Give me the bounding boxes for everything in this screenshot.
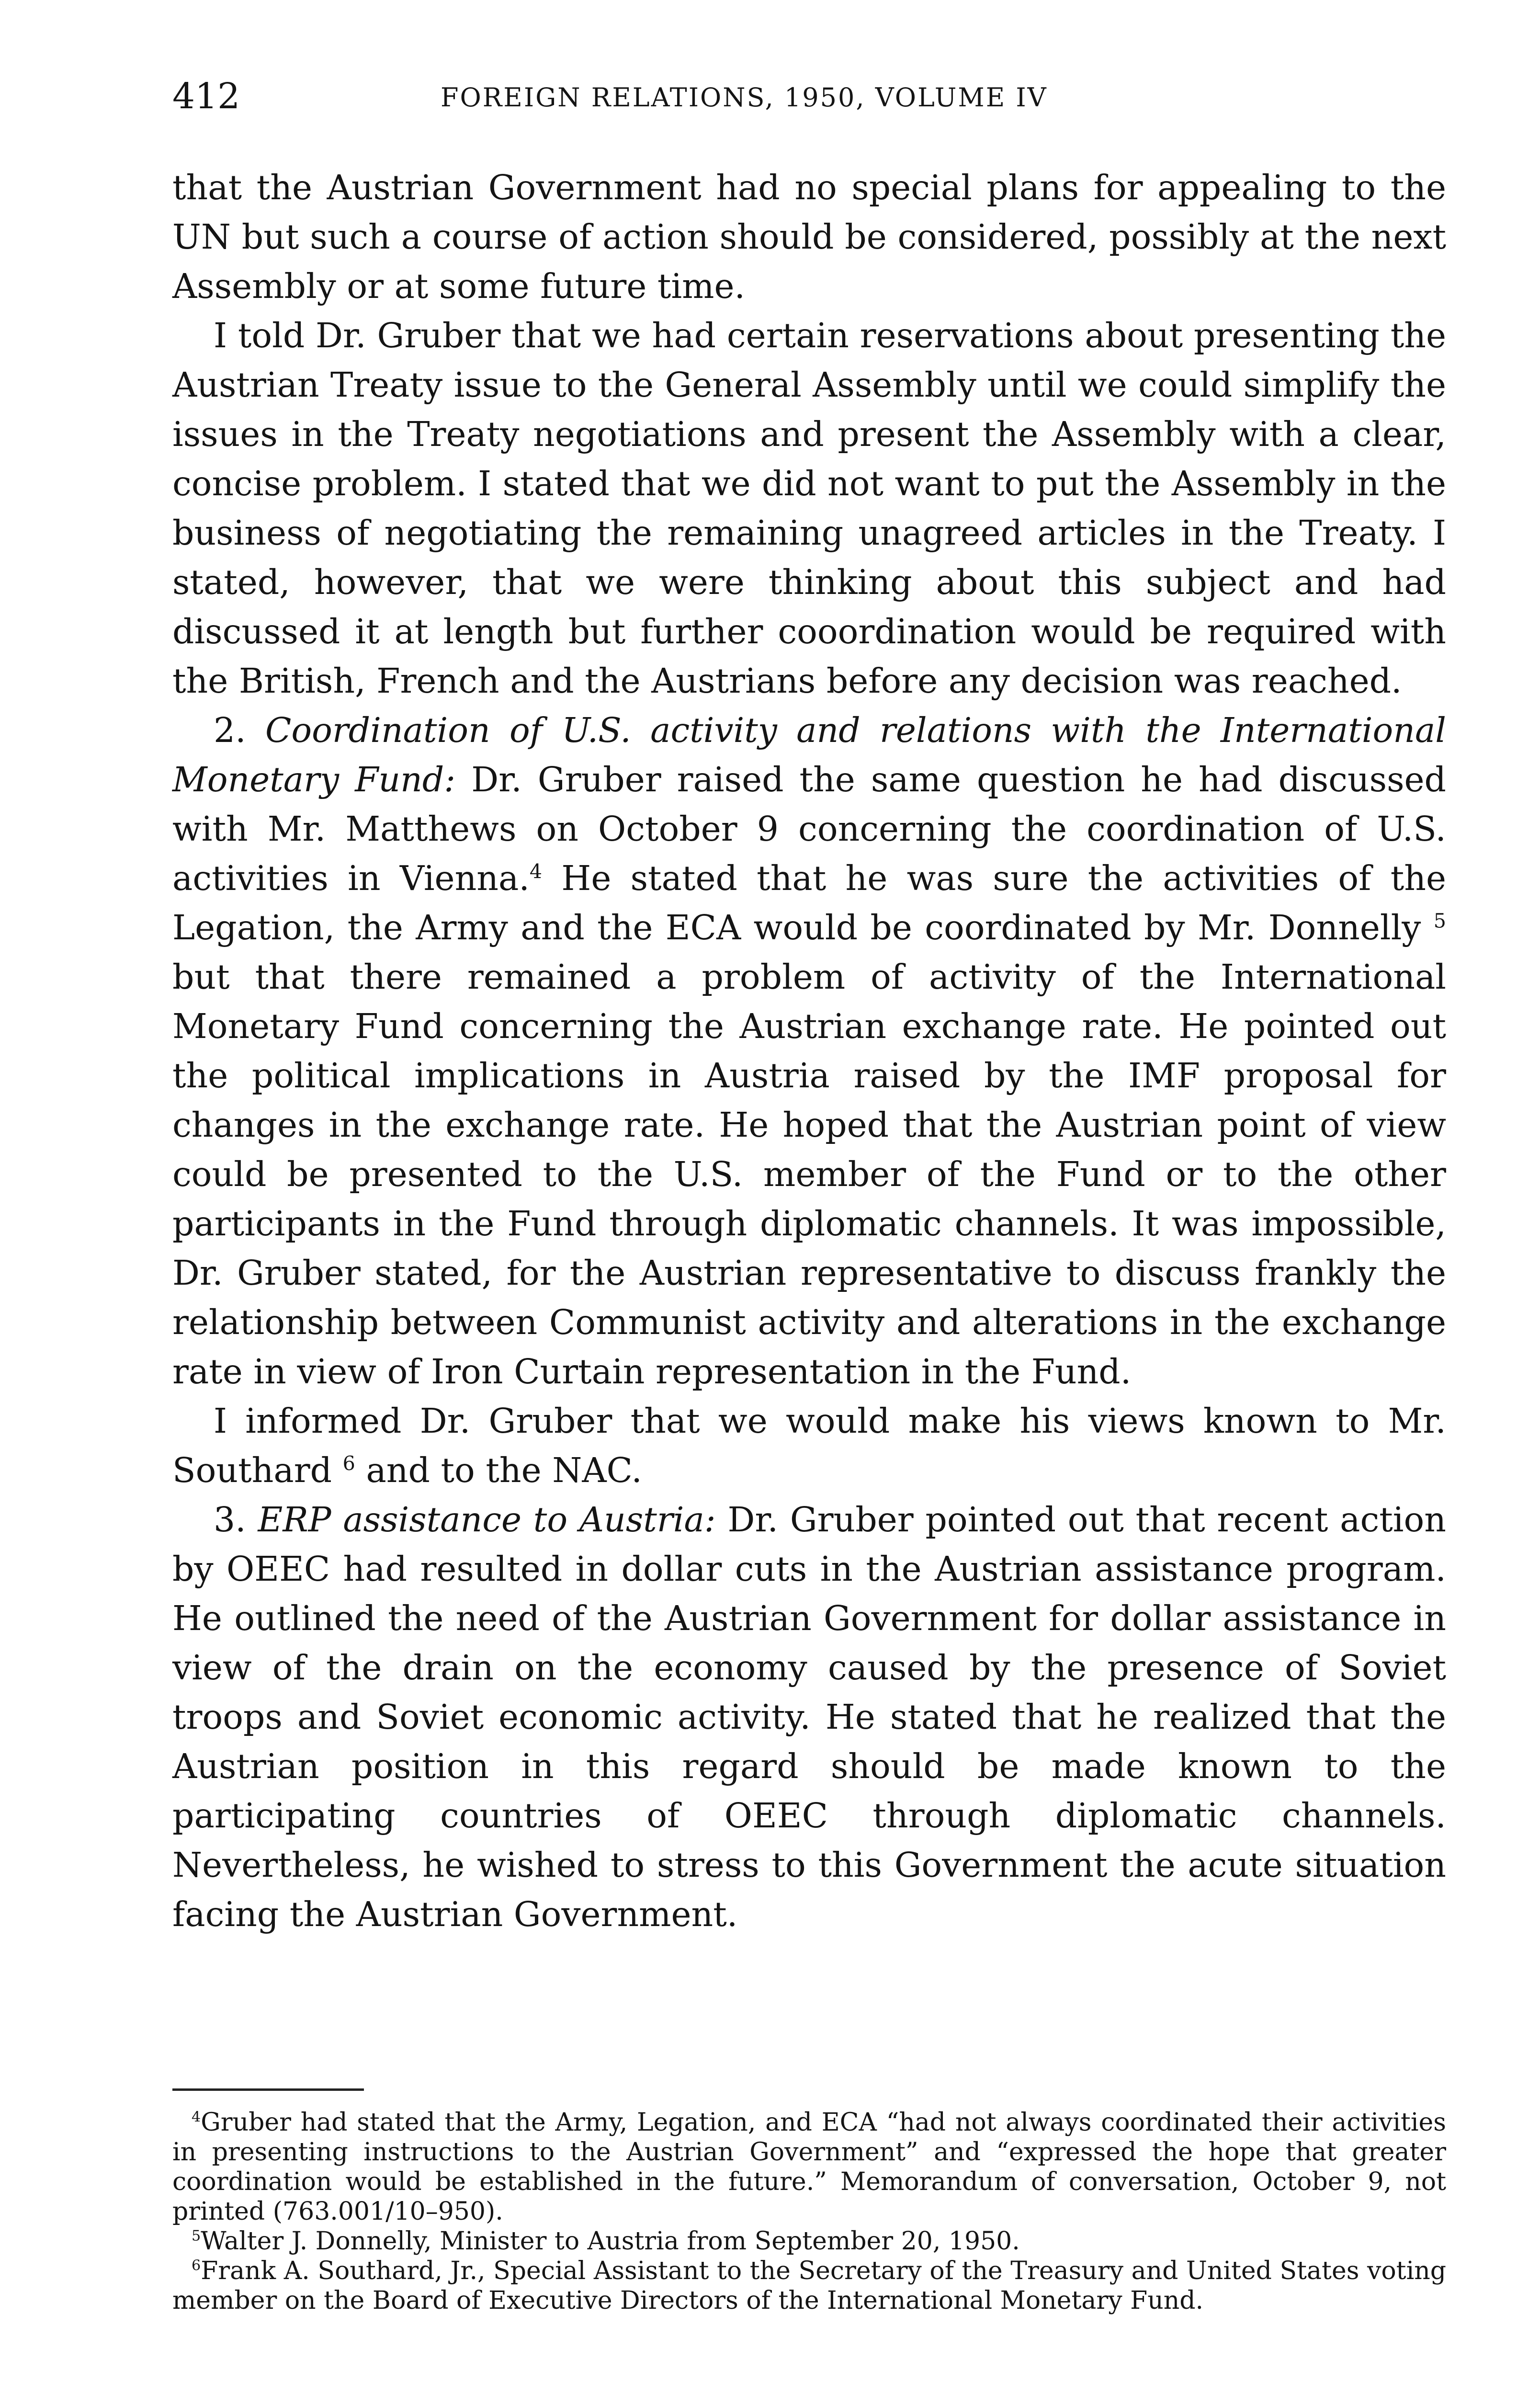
section-heading: Coordination of U.S. activity and relations with the International Monetary Fund:: [172, 710, 1446, 799]
paragraph-2: I told Dr. Gruber that we had certain reservations about presenting the Austrian Treaty issue to the General Assembly until we could simplify the issues in the Treaty negotiations and present the Assembly with a clear, concise problem. I stated that we did not want to put the Assembly in the business of negotiating the remaining unagreed articles in the Treaty. I stated, however, that we were thinking about this subject and had discussed it at length but further cooordination would be required with the British, French and the Austrians before any decision was reached.: [172, 316, 1446, 701]
footnote-text: Walter J. Donnelly, Minister to Austria from September 20, 1950.: [201, 2227, 1020, 2256]
section-number: 3.: [214, 1500, 246, 1540]
footnote-text: Frank A. Southard, Jr., Special Assistant to the Secretary of the Treasury and United States voting member on the Board of Executive Directors of the International Monetary Fund.: [172, 2257, 1446, 2315]
footnote-marker: 5: [192, 2227, 201, 2245]
footnote-ref: 4: [529, 860, 543, 883]
footnote-ref: 6: [342, 1452, 355, 1475]
paragraph-text: and to the NAC.: [366, 1450, 642, 1490]
footnote-divider: [172, 2088, 364, 2091]
paragraph-text: I informed Dr. Gruber that we would make his views known to Mr. Southard: [172, 1401, 1446, 1490]
body-text: [172, 163, 1446, 1939]
footnotes: [172, 2108, 1446, 2315]
footnote-marker: 4: [192, 2109, 201, 2126]
paragraph-text: Dr. Gruber pointed out that recent action by OEEC had resulted in dollar cuts in the Austrian assistance program. He outlined the need of the Austrian Government for dollar assistance in view of the drain on the economy caused by the presence of Soviet troops and Soviet economic activity. He stated that he realized that the Austrian position in this regard should be made known to the participating countries of OEEC through diplomatic channels. Nevertheless, he wished to stress to this Government the acute situation facing the Austrian Government.: [172, 1500, 1446, 1934]
footnote-4: [172, 2108, 1446, 2226]
footnote-ref: 5: [1433, 909, 1446, 933]
page-number: 412: [172, 76, 240, 117]
paragraph-text: but that there remained a problem of activity of the International Monetary Fund concerning the Austrian exchange rate. He pointed out the political implications in Austria raised by the IMF proposal for changes in the exchange rate. He hoped that the Austrian point of view could be presented to the U.S. member of the Fund or to the other participants in the Fund through diplomatic channels. It was impossible, Dr. Gruber stated, for the Austrian representative to discuss frankly the relationship between Communist activity and alterations in the exchange rate in view of Iron Curtain representation in the Fund.: [172, 957, 1446, 1391]
section-heading: ERP assistance to Austria:: [258, 1500, 716, 1540]
section-number: 2.: [214, 710, 246, 750]
page-header: [172, 72, 1446, 129]
footnote-marker: 6: [192, 2257, 201, 2274]
footnote-text: Gruber had stated that the Army, Legation, and ECA “had not always coordinated their activities in presenting instructions to the Austrian Government” and “expressed the hope that greater coordination would be established in the future.” Memorandum of conversation, October 9, not printed (763.001/10–950).: [172, 2108, 1446, 2226]
running-head: FOREIGN RELATIONS, 1950, VOLUME IV: [441, 82, 1048, 113]
paragraph-text: He stated that he was sure the activities of the Legation, the Army and the ECA would be coordinated by Mr. Donnelly: [172, 858, 1446, 947]
paragraph-1: that the Austrian Government had no special plans for appealing to the UN but such a course of action should be considered, possibly at the next Assembly or at some future time.: [172, 168, 1446, 306]
paragraph-4: [172, 1396, 1446, 1495]
paragraph-3: [172, 706, 1446, 1396]
footnote-5: [172, 2226, 1446, 2256]
footnote-6: [172, 2256, 1446, 2315]
paragraph-text: Dr. Gruber raised the same question he had discussed with Mr. Matthews on October 9 concerning the coordination of U.S. activities in Vienna.: [172, 760, 1446, 898]
paragraph-5: [172, 1495, 1446, 1939]
